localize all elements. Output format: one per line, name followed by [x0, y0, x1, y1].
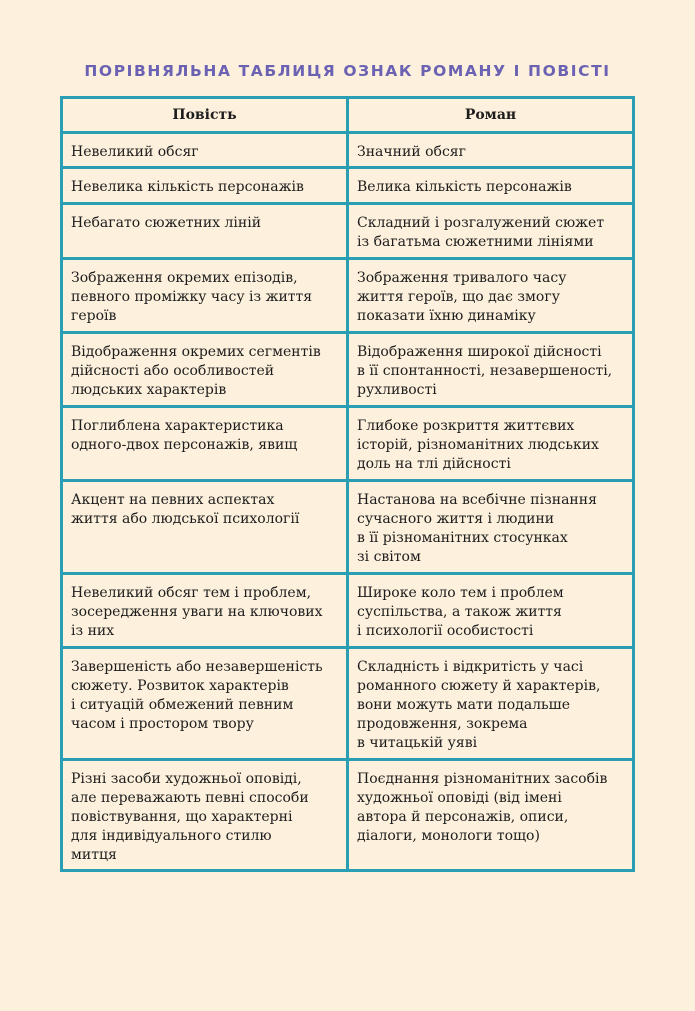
- table-cell-povist: Невеликий обсяг: [62, 133, 348, 168]
- table-cell-povist: Небагато сюжетних ліній: [62, 204, 348, 259]
- table-cell-povist: Відображення окремих сегментів дійсності або особливостей людських характерів: [62, 333, 348, 407]
- table-row: [62, 407, 634, 481]
- table-cell-povist: Поглиблена характеристика одного-двох персонажів, явищ: [62, 407, 348, 481]
- table-cell-roman: Складність і відкритість у часі романного сюжету й характерів, вони можуть мати подальше продовження, зокрема в читацькій уяві: [348, 648, 634, 760]
- table-row: [62, 574, 634, 648]
- table-row: [62, 333, 634, 407]
- table-cell-roman: Відображення широкої дійсності в її спонтанності, незавершеності, рухливості: [348, 333, 634, 407]
- comparison-table: [60, 96, 635, 872]
- column-header-roman: Роман: [348, 98, 634, 133]
- table-row: [62, 648, 634, 760]
- table-cell-povist: Акцент на певних аспектах життя або людської психології: [62, 481, 348, 574]
- table-cell-povist: Різні засоби художньої оповіді, але переважають певні способи повіствування, що характерні для індивідуального стилю митця: [62, 760, 348, 871]
- table-cell-povist: Зображення окремих епізодів, певного проміжку часу із життя героїв: [62, 259, 348, 333]
- table-row: [62, 259, 634, 333]
- table-cell-roman: Глибоке розкриття життєвих історій, різноманітних людських доль на тлі дійсності: [348, 407, 634, 481]
- table-header-row: [62, 98, 634, 133]
- table-cell-roman: Зображення тривалого часу життя героїв, що дає змогу показати їхню динаміку: [348, 259, 634, 333]
- table-cell-roman: Велика кількість персонажів: [348, 168, 634, 204]
- table-cell-povist: Невелика кількість персонажів: [62, 168, 348, 204]
- table-row: [62, 760, 634, 871]
- table-row: [62, 133, 634, 168]
- page-title: ПОРІВНЯЛЬНА ТАБЛИЦЯ ОЗНАК РОМАНУ І ПОВІСТІ: [84, 62, 611, 80]
- table-cell-povist: Невеликий обсяг тем і проблем, зосередження уваги на ключових із них: [62, 574, 348, 648]
- table-cell-roman: Складний і розгалужений сюжет із багатьма сюжетними лініями: [348, 204, 634, 259]
- table-cell-povist: Завершеність або незавершеність сюжету. Розвиток характерів і ситуацій обмежений певним часом і простором твору: [62, 648, 348, 760]
- table-cell-roman: Значний обсяг: [348, 133, 634, 168]
- table-cell-roman: Поєднання різноманітних засобів художньої оповіді (від імені автора й персонажів, описи, діалоги, монологи тощо): [348, 760, 634, 871]
- table-row: [62, 204, 634, 259]
- table-cell-roman: Настанова на всебічне пізнання сучасного життя і людини в її різноманітних стосунках зі світом: [348, 481, 634, 574]
- table-row: [62, 168, 634, 204]
- table-row: [62, 481, 634, 574]
- table-cell-roman: Широке коло тем і проблем суспільства, а також життя і психології особистості: [348, 574, 634, 648]
- column-header-povist: Повість: [62, 98, 348, 133]
